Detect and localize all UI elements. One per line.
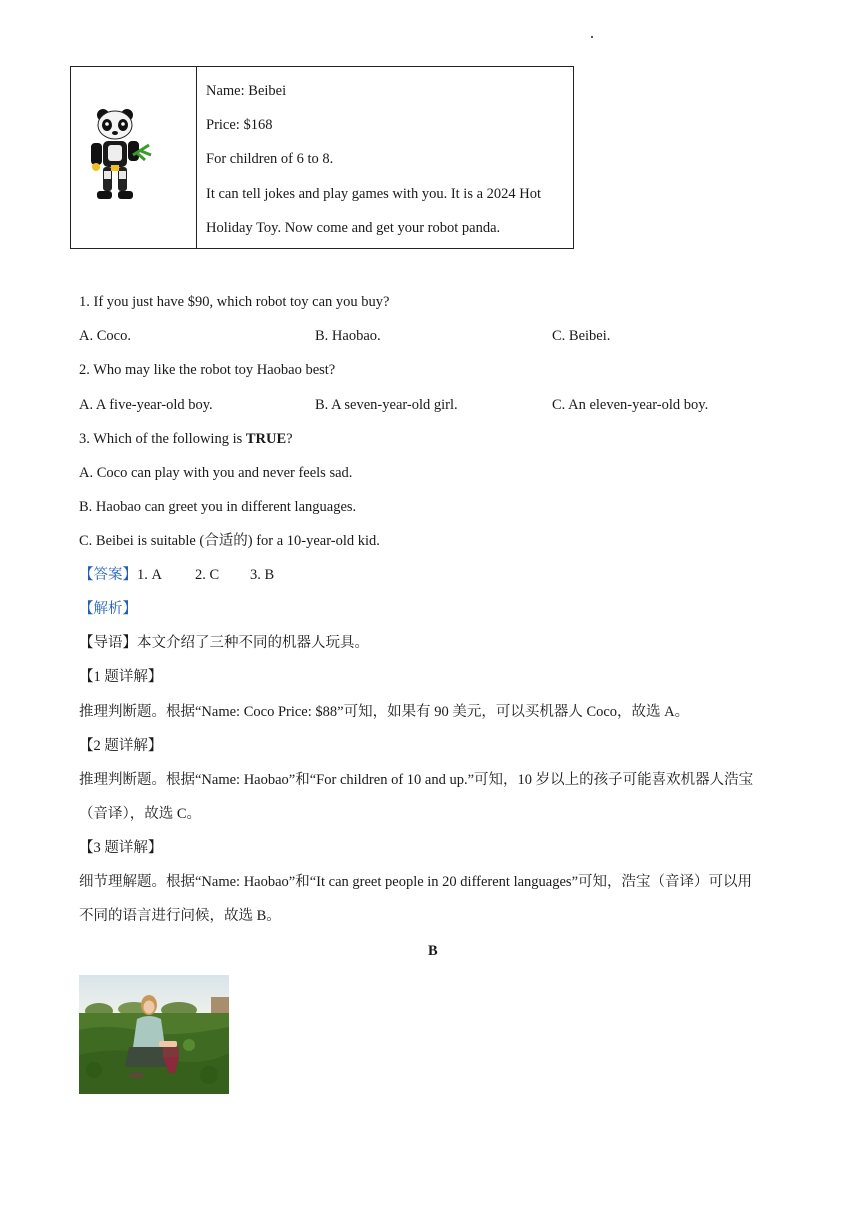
analysis-label: 【解析】 — [79, 601, 137, 617]
detail-2-text-line-2: （音译），故选 C。 — [79, 806, 202, 822]
toy-image-cell — [71, 67, 197, 248]
answer-2: 2. C — [195, 567, 220, 583]
question-1: 1. If you just have $90, which robot toy can you buy? — [79, 294, 390, 310]
q1-option-c: C. Beibei. — [552, 328, 611, 344]
toy-age: For children of 6 to 8. — [206, 151, 334, 167]
detail-1-label: 【1 题详解】 — [79, 669, 163, 685]
q3-option-a: A. Coco can play with you and never feels sad. — [79, 465, 353, 481]
q1-option-a: A. Coco. — [79, 328, 131, 344]
detail-3-label: 【3 题详解】 — [79, 840, 163, 856]
section-b-heading: B — [428, 943, 438, 959]
toy-description-line-2: Holiday Toy. Now come and get your robot panda. — [206, 220, 501, 236]
answer-line — [79, 565, 162, 585]
toy-description-line-1: It can tell jokes and play games with you. It is a 2024 Hot — [206, 186, 542, 202]
detail-2-text-line-1: 推理判断题。根据“Name: Haobao”和“For children of 10 and up.”可知，10 岁以上的孩子可能喜欢机器人浩宝 — [79, 772, 754, 788]
q2-option-c: C. An eleven-year-old boy. — [552, 397, 709, 413]
answer-1: 1. A — [137, 567, 162, 583]
q3-option-b: B. Haobao can greet you in different languages. — [79, 499, 357, 515]
q3-option-c: C. Beibei is suitable (合适的) for a 10-year-old kid. — [79, 533, 380, 549]
toy-info-table — [70, 66, 574, 249]
q1-option-b: B. Haobao. — [315, 328, 381, 344]
intro-text: 【导语】本文介绍了三种不同的机器人玩具。 — [79, 635, 369, 651]
detail-3-text-line-1: 细节理解题。根据“Name: Haobao”和“It can greet people in 20 different languages”可知，浩宝（音译）可以用 — [79, 874, 753, 890]
true-emphasis: TRUE — [245, 431, 287, 447]
answer-3: 3. B — [250, 567, 275, 583]
toy-price: Price: $168 — [206, 117, 273, 133]
question-2: 2. Who may like the robot toy Haobao best? — [79, 362, 336, 378]
stray-dot — [591, 36, 593, 38]
answer-label: 【答案】 — [79, 567, 137, 583]
question-3: 3. Which of the following is TRUE? — [79, 431, 293, 447]
detail-2-label: 【2 题详解】 — [79, 738, 163, 754]
q2-option-a: A. A five-year-old boy. — [79, 397, 213, 413]
detail-1-text: 推理判断题。根据“Name: Coco Price: $88”可知，如果有 90 美元，可以买机器人 Coco，故选 A。 — [79, 704, 690, 720]
toy-name: Name: Beibei — [206, 83, 287, 99]
q2-option-b: B. A seven-year-old girl. — [315, 397, 458, 413]
woman-in-garden-photo — [79, 975, 229, 1094]
detail-3-text-line-2: 不同的语言进行问候，故选 B。 — [79, 908, 281, 924]
robot-panda-image — [85, 105, 155, 205]
